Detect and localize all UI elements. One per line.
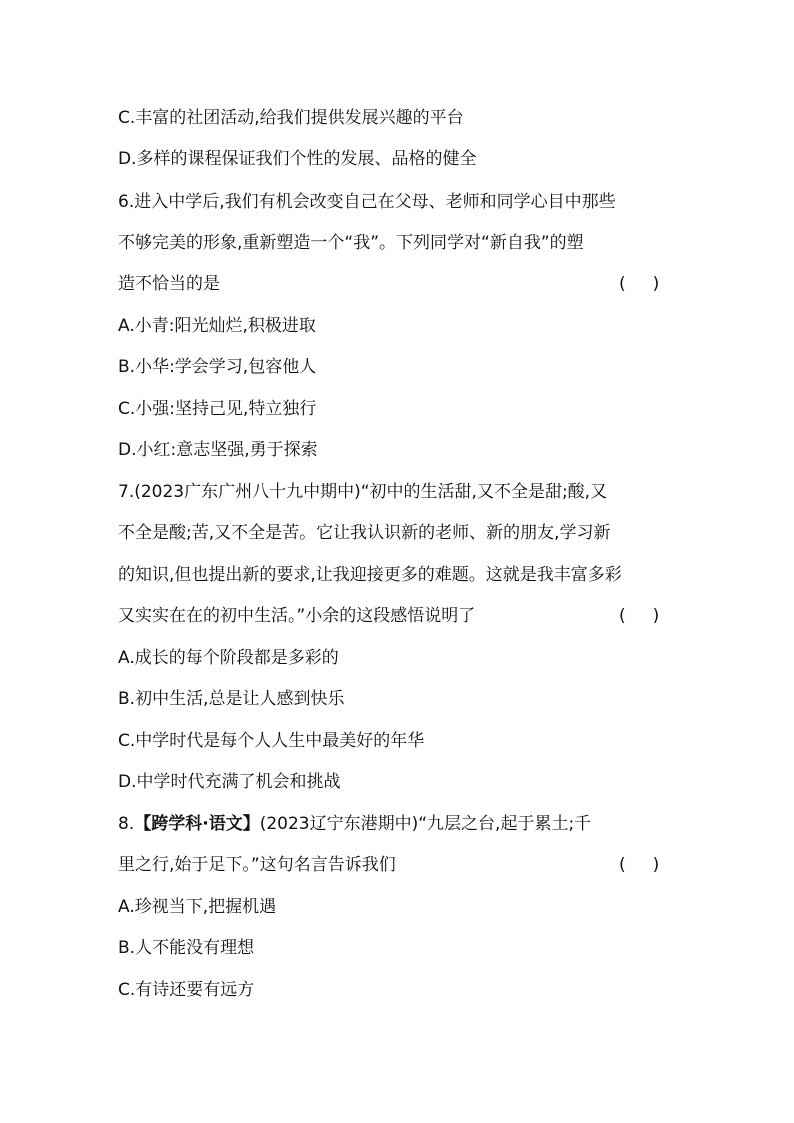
q7-stem-line-1: 7.(2023广东广州八十九中期中)“初中的生活甜,又不全是甜;酸,又 <box>118 482 608 502</box>
q8-option-b: B.人不能没有理想 <box>118 938 255 958</box>
q6-stem-line-2: 不够完美的形象,重新塑造一个“我”。下列同学对“新自我”的塑 <box>118 233 584 253</box>
q8-number: 8. <box>118 814 135 834</box>
q8-stem-text: (2023辽宁东港期中)“九层之台,起于累土;千 <box>259 814 592 834</box>
q7-option-c: C.中学时代是每个人人生中最美好的年华 <box>118 731 425 751</box>
q8-option-a: A.珍视当下,把握机遇 <box>118 897 277 917</box>
q5-option-c: C.丰富的社团活动,给我们提供发展兴趣的平台 <box>118 108 464 128</box>
q7-option-d: D.中学时代充满了机会和挑战 <box>118 772 341 792</box>
q8-stem-line-2: 里之行,始于足下。”这句名言告诉我们 <box>118 855 396 875</box>
q8-answer-blank[interactable]: ( ) <box>619 855 660 875</box>
q6-option-b: B.小华:学会学习,包容他人 <box>118 357 317 377</box>
q6-option-d: D.小红:意志坚强,勇于探索 <box>118 440 318 460</box>
q6-stem-line-3: 造不恰当的是 <box>118 274 220 294</box>
q7-stem-line-2: 不全是酸;苦,又不全是苦。它让我认识新的老师、新的朋友,学习新 <box>118 523 611 543</box>
q6-answer-blank[interactable]: ( ) <box>619 274 660 294</box>
q6-stem-line-1: 6.进入中学后,我们有机会改变自己在父母、老师和同学心目中那些 <box>118 192 616 212</box>
q7-option-b: B.初中生活,总是让人感到快乐 <box>118 689 345 709</box>
q8-subject-tag: 【跨学科·语文】 <box>134 814 260 834</box>
q6-option-a: A.小青:阳光灿烂,积极进取 <box>118 316 316 336</box>
q7-stem-line-3: 的知识,但也提出新的要求,让我迎接更多的难题。这就是我丰富多彩 <box>118 565 622 585</box>
q8-stem-line-1 <box>118 812 678 836</box>
q8-option-c: C.有诗还要有远方 <box>118 980 255 1000</box>
q7-option-a: A.成长的每个阶段都是多彩的 <box>118 648 339 668</box>
q6-option-c: C.小强:坚持己见,特立独行 <box>118 399 317 419</box>
q5-option-d: D.多样的课程保证我们个性的发展、品格的健全 <box>118 149 477 169</box>
q7-answer-blank[interactable]: ( ) <box>619 606 660 626</box>
q7-stem-line-4: 又实实在在的初中生活。”小余的这段感悟说明了 <box>118 606 476 626</box>
